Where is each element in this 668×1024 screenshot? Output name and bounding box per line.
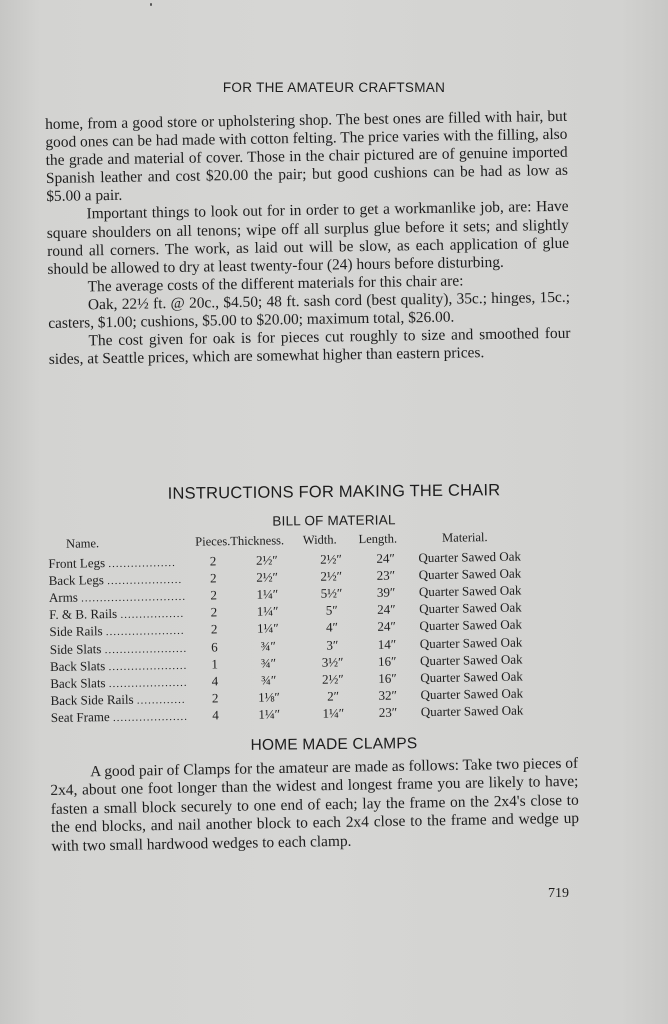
cell-length: 16″	[378, 670, 397, 686]
cell-thickness: 1¼″	[256, 603, 279, 619]
leader-dots: ......................	[104, 642, 188, 656]
cell-material: Quarter Sawed Oak	[419, 616, 523, 634]
cell-material: Quarter Sawed Oak	[418, 565, 522, 582]
cell-name	[51, 707, 198, 726]
cell-width: 3″	[326, 636, 339, 653]
cell-width: 4″	[325, 619, 339, 635]
cell-length: 32″	[378, 687, 398, 703]
cell-width: 2½″	[321, 671, 344, 687]
cell-length: 24″	[377, 601, 396, 617]
cell-pieces: 2	[209, 570, 217, 586]
cell-material: Quarter Sawed Oak	[418, 582, 522, 600]
header-thickness: Thickness.	[230, 533, 285, 549]
paragraph: Important things to look out for in order to get a workmanlike job, are: Have square shoulders on all tenons; wipe off all surplus glue before it sets; and slightly round all corners. The work, as laid out will be slow, as each application of glue should be allowed to dry at least twenty-four (24) hours before disturbing.	[46, 198, 570, 278]
part-name: Back Legs	[48, 571, 105, 588]
leader-dots: ....................	[112, 711, 189, 725]
cell-pieces: 2	[210, 621, 218, 637]
paragraph: The average costs of the different materials for this chair are:	[87, 272, 464, 296]
leader-dots: ............................	[81, 590, 187, 605]
leader-dots: .....................	[108, 659, 188, 673]
cell-name	[50, 639, 197, 658]
body-text	[45, 108, 571, 369]
cell-material: Quarter Sawed Oak	[419, 599, 522, 617]
cell-name	[49, 587, 196, 606]
leader-dots: .............	[136, 693, 186, 707]
cell-material: Quarter Sawed Oak	[419, 634, 523, 651]
paragraph: home, from a good store or upholstering shop. The best ones are filled with hair, but good ones can be had made with cotton felting. The price varies with the filling, also the grade and material of cover. Those in the chair pictured are of genuine imported Spanish leather and cost $20.00 the pair; but good cushions can be had as low as $5.00 a pair.	[45, 107, 569, 206]
cell-material: Quarter Sawed Oak	[418, 548, 522, 565]
cell-pieces: 2	[209, 552, 217, 569]
part-name: Front Legs	[48, 554, 106, 571]
cell-thickness: 1⅛″	[258, 689, 280, 705]
paragraph: The cost given for oak is for pieces cut roughly to size and smoothed four sides, at Seattle prices, which are somewhat higher than eastern prices.	[48, 324, 571, 369]
cell-pieces: 2	[211, 690, 219, 706]
cell-width: 5″	[325, 602, 338, 618]
cell-width: 2½″	[320, 568, 343, 584]
cell-name	[50, 690, 197, 709]
cell-pieces: 1	[211, 656, 219, 672]
part-name: Back Slats	[50, 675, 106, 691]
cell-width: 2½″	[320, 550, 342, 567]
header-width: Width.	[302, 532, 337, 547]
part-name: Back Slats	[49, 657, 106, 674]
paragraph: Oak, 22½ ft. @ 20c., $4.50; 48 ft. sash cord (best quality), 35c.; hinges, 15c.; casters, $1.00; cushions, $5.00 to $20.00; maximum total, $26.00.	[48, 288, 571, 333]
running-head: FOR THE AMATEUR CRAFTSMAN	[222, 80, 446, 95]
leader-dots: .....................	[108, 676, 188, 690]
cell-length: 24″	[376, 550, 395, 566]
cell-pieces: 2	[210, 604, 218, 620]
cell-material: Quarter Sawed Oak	[419, 651, 523, 668]
part-name: Back Side Rails	[50, 691, 134, 709]
page-number: 719	[548, 886, 569, 901]
cell-material: Quarter Sawed Oak	[420, 668, 523, 686]
cell-thickness: 1¼″	[257, 620, 279, 637]
cell-name	[49, 604, 196, 623]
cell-length: 16″	[377, 653, 397, 669]
cell-pieces: 2	[210, 587, 217, 603]
clamps-text	[50, 755, 580, 856]
cell-length: 23″	[378, 704, 398, 721]
paper-speck	[150, 3, 152, 6]
cell-thickness: 2½″	[255, 551, 278, 568]
cell-length: 23″	[376, 567, 396, 583]
cell-length: 24″	[377, 618, 397, 635]
leader-dots: ..................	[108, 556, 176, 570]
part-name: Arms	[48, 589, 78, 605]
leader-dots: ....................	[107, 573, 183, 587]
cell-thickness: ¾″	[260, 655, 277, 671]
cell-width: 3½″	[321, 654, 344, 670]
bill-of-material-heading: BILL OF MATERIAL	[272, 512, 396, 529]
cell-name	[50, 673, 197, 692]
cell-thickness: ¾″	[260, 637, 276, 654]
clamps-heading: HOME MADE CLAMPS	[250, 735, 418, 754]
instructions-heading: INSTRUCTIONS FOR MAKING THE CHAIR	[167, 481, 501, 503]
header-length: Length.	[358, 531, 398, 547]
cell-pieces: 6	[211, 638, 218, 654]
part-name: F. & B. Rails	[49, 606, 118, 623]
cell-name	[50, 656, 197, 675]
table-body	[48, 547, 579, 727]
cell-material: Quarter Sawed Oak	[420, 685, 524, 703]
cell-pieces: 4	[211, 673, 219, 689]
cell-name	[49, 570, 196, 589]
cell-thickness: 1¼″	[256, 586, 279, 602]
cell-name	[49, 621, 196, 640]
part-name: Seat Frame	[50, 709, 110, 726]
header-pieces: Pieces.	[195, 534, 231, 549]
cell-material: Quarter Sawed Oak	[420, 702, 524, 720]
header-material: Material.	[441, 530, 488, 545]
cell-thickness: 2½″	[256, 569, 279, 585]
cell-thickness: ¾″	[261, 672, 277, 688]
cell-width: 1¼″	[322, 705, 345, 721]
cell-pieces: 4	[212, 707, 219, 723]
cell-thickness: 1¼″	[258, 706, 281, 722]
cell-length: 39″	[376, 584, 396, 600]
header-name: Name.	[65, 536, 100, 551]
leader-dots: .....................	[105, 625, 185, 639]
bill-of-material-table	[48, 529, 579, 727]
cell-width: 2″	[327, 688, 340, 704]
cell-width: 5½″	[320, 585, 343, 601]
cell-length: 14″	[377, 636, 397, 652]
leader-dots: .................	[120, 608, 185, 622]
paragraph: A good pair of Clamps for the amateur are made as follows: Take two pieces of 2x4, about one foot longer than the widest and longest frame you are likely to have; fasten a small block securely to one end of each; lay the frame on the 2x4's close to the end blocks, and nail another block to each 2x4 close to the frame and wedge up with two small hardwood wedges to each clamp.	[50, 754, 580, 855]
part-name: Side Rails	[49, 623, 103, 640]
cell-name	[48, 553, 195, 572]
part-name: Side Slats	[49, 640, 102, 657]
